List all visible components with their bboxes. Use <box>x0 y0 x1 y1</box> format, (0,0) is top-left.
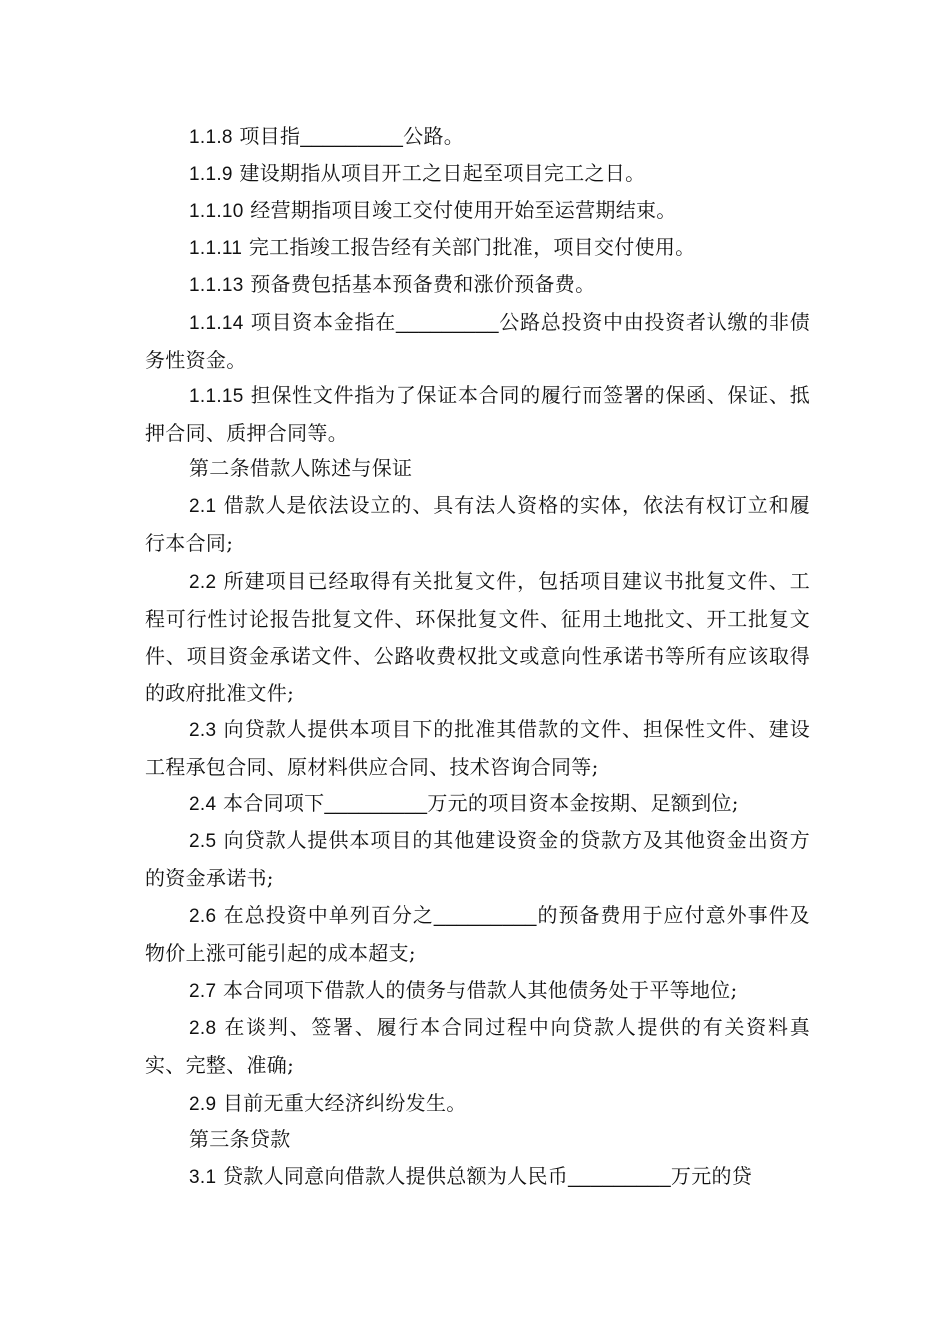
clause-text: 所建项目已经取得有关批复文件，包括项目建议书批复文件、工程可行性讨论报告批复文件、环保批复文件、征用土地批文、开工批复文件、项目资金承诺文件、公路收费权批文或意向性承诺书等所有应该取得的政府批准文件; <box>145 569 810 705</box>
clause-2-6 <box>145 897 810 972</box>
section-heading-text: 第二条借款人陈述与保证 <box>189 456 413 480</box>
clause-text-after: 万元的贷 <box>670 1164 753 1188</box>
clause-text: 预备费包括基本预备费和涨价预备费。 <box>243 272 596 296</box>
clause-number: 2.1 <box>189 496 217 517</box>
fill-in-blank: _________ <box>395 312 499 334</box>
clause-2-3 <box>145 711 810 786</box>
clause-1-1-11 <box>145 229 810 267</box>
clause-number: 2.5 <box>189 831 217 852</box>
clause-text: 借款人是依法设立的、具有法人资格的实体，依法有权订立和履行本合同; <box>145 493 810 555</box>
clause-number: 1.1.11 <box>189 238 243 259</box>
clause-number: 1.1.14 <box>189 313 244 334</box>
clause-1-1-10 <box>145 192 810 230</box>
clause-text: 向贷款人提供本项目下的批准其借款的文件、担保性文件、建设工程承包合同、原材料供应合同、技术咨询合同等; <box>145 717 810 779</box>
clause-number: 1.1.8 <box>189 127 233 148</box>
clause-text: 完工指竣工报告经有关部门批准，项目交付使用。 <box>242 235 696 259</box>
clause-3-1 <box>145 1158 810 1196</box>
fill-in-blank: _________ <box>568 1166 671 1188</box>
clause-2-2 <box>145 563 810 712</box>
clause-text: 贷款人同意向借款人提供总额为人民币 <box>216 1164 569 1188</box>
clause-2-4 <box>145 785 810 823</box>
clause-text-after: 万元的项目资本金按期、足额到位; <box>427 791 739 815</box>
section-heading-text: 第三条贷款 <box>189 1127 291 1151</box>
clause-text: 项目资本金指在 <box>243 310 396 334</box>
clause-text: 目前无重大经济纠纷发生。 <box>216 1091 467 1115</box>
clause-number: 1.1.9 <box>189 164 233 185</box>
clause-1-1-13 <box>145 266 810 304</box>
clause-2-7 <box>145 972 810 1010</box>
clause-number: 2.8 <box>189 1018 217 1039</box>
clause-number: 1.1.10 <box>189 201 244 222</box>
clause-1-1-14 <box>145 304 810 379</box>
clause-2-8 <box>145 1009 810 1084</box>
clause-text-after: 公路总投资中由投资者认缴的非债务性资金。 <box>145 310 811 372</box>
clause-number: 1.1.13 <box>189 275 244 296</box>
clause-text: 经营期指项目竣工交付使用开始至运营期结束。 <box>243 198 677 222</box>
clause-1-1-15 <box>145 377 810 452</box>
clause-number: 2.7 <box>189 981 217 1002</box>
clause-text: 本合同项下借款人的债务与借款人其他债务处于平等地位; <box>216 978 738 1002</box>
clause-text: 本合同项下 <box>216 791 325 815</box>
clause-number: 2.2 <box>189 572 217 593</box>
clause-1-1-8 <box>145 118 810 156</box>
fill-in-blank: _________ <box>300 126 404 148</box>
clause-number: 2.6 <box>189 906 217 927</box>
clause-2-9 <box>145 1085 810 1123</box>
clause-text: 在总投资中单列百分之 <box>216 903 434 927</box>
clause-number: 2.4 <box>189 794 217 815</box>
fill-in-blank: _________ <box>433 905 537 927</box>
fill-in-blank: _________ <box>324 793 428 815</box>
clause-2-1 <box>145 487 810 562</box>
clause-text: 建设期指从项目开工之日起至项目完工之日。 <box>232 161 646 185</box>
clause-text-after: 公路。 <box>403 124 465 148</box>
clause-2-5 <box>145 822 810 897</box>
clause-text: 项目指 <box>232 124 301 148</box>
clause-number: 2.9 <box>189 1094 217 1115</box>
clause-number: 3.1 <box>189 1167 217 1188</box>
section-heading-article-2 <box>145 450 810 487</box>
clause-1-1-9 <box>145 155 810 193</box>
clause-text: 担保性文件指为了保证本合同的履行而签署的保函、保证、抵押合同、质押合同等。 <box>145 383 810 445</box>
clause-number: 2.3 <box>189 720 217 741</box>
clause-text: 向贷款人提供本项目的其他建设资金的贷款方及其他资金出资方的资金承诺书; <box>145 828 810 890</box>
section-heading-article-3 <box>145 1121 810 1158</box>
clause-number: 1.1.15 <box>189 386 244 407</box>
clause-text: 在谈判、签署、履行本合同过程中向贷款人提供的有关资料真实、完整、准确; <box>145 1015 810 1077</box>
clause-text-after: 的预备费用于应付意外事件及物价上涨可能引起的成本超支; <box>145 903 810 965</box>
